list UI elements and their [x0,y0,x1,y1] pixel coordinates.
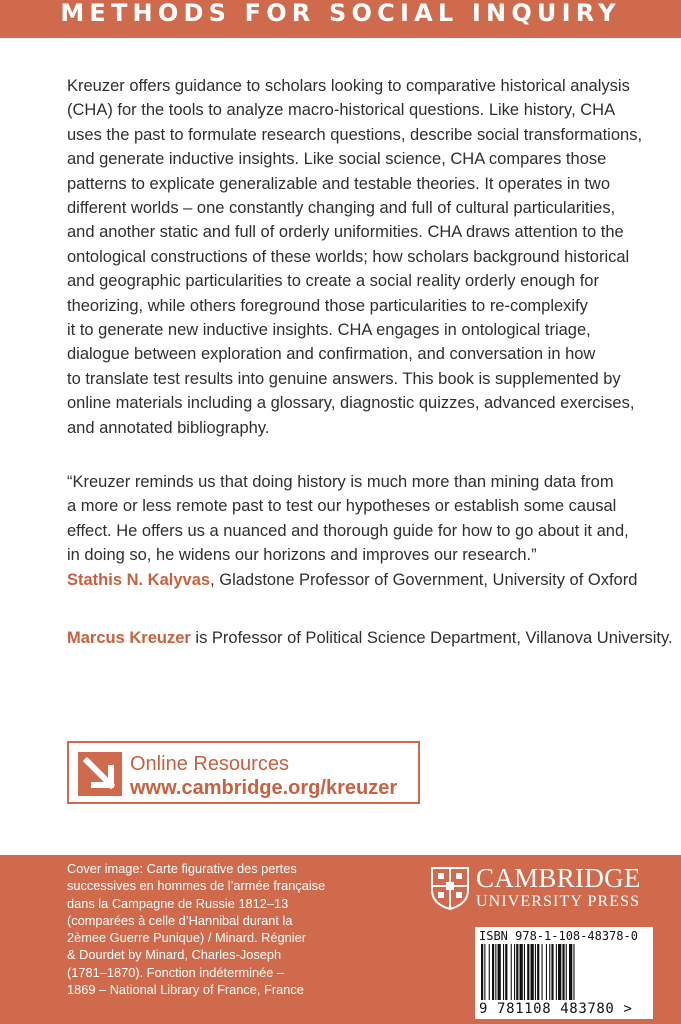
credit-line: & Dourdet by Minard, Charles-Joseph [67,947,282,963]
description-line: and generate inductive insights. Like social science, CHA compares those [67,150,607,169]
barcode-digits: 9 781108 483780 > [479,1001,633,1017]
book-description [67,74,647,440]
credit-line: dans la Campagne de Russie 1812–13 [67,895,289,911]
quote-line: in doing so, he widens our horizons and improves our research.” [67,546,537,565]
credit-line: 2èmee Guerre Punique) / Minard. Régnier [67,930,306,946]
barcode-bar [566,944,567,1000]
endorser-affiliation: , Gladstone Professor of Government, University of Oxford [210,570,638,589]
barcode-bar [551,944,553,1000]
description-line: dialogue between exploration and confirmation, and conversation in how [67,345,596,364]
description-line: Kreuzer offers guidance to scholars looking to comparative historical analysis [67,77,630,95]
barcode-bar [481,944,483,1000]
description-line: to translate test results into genuine answers. This book is supplemented by [67,369,621,388]
barcode-bar [562,944,564,1000]
publisher-name: CAMBRIDGE [476,863,641,893]
barcode-bar [537,944,539,1000]
barcode-bar [556,944,557,1000]
series-title: METHODS FOR SOCIAL INQUIRY [60,0,621,27]
publisher-subtitle: UNIVERSITY PRESS [476,893,641,910]
quote-line: effect. He offers us a nuanced and thorough guide for how to go about it and, [67,521,629,540]
endorser-name: Stathis N. Kalyvas [67,570,211,589]
barcode-bar [495,944,496,1000]
credit-line: (1781–1870). Fonction indéterminée – [67,964,284,980]
quote-line: “Kreuzer reminds us that doing history is much more than mining data from [67,473,614,491]
barcode-bar [489,944,490,1000]
barcode-bar [484,944,485,1000]
credit-line: 1869 – National Library of France, France [67,982,304,998]
barcode-bar [492,944,494,1000]
online-resources-url[interactable]: www.cambridge.org/kreuzer [130,777,398,799]
description-line: and geographic particularities to create a social reality orderly enough for [67,272,599,291]
barcode-bar [498,944,501,1000]
author-description: is Professor of Political Science Department, Villanova University. [190,629,673,647]
online-resources-box[interactable] [67,741,420,804]
barcode-bar [569,944,572,1000]
barcode-bar [546,944,547,1000]
barcode-bars [479,944,649,1000]
barcode-bar [549,944,550,1000]
barcode-bar [516,944,518,1000]
barcode-bar [535,944,536,1000]
barcode-bar [503,944,504,1000]
barcode-bar [505,944,507,1000]
barcode-bar [573,944,574,1000]
cambridge-crest-icon [430,866,470,910]
quote-line: a more or less remote past to test our hypotheses or establish some causal [67,497,617,516]
barcode-bar [524,944,525,1000]
isbn-label: ISBN 978-1-108-48378-0 [479,929,638,943]
barcode-bar [531,944,534,1000]
description-line: uses the past to formulate research questions, describe social transformations, [67,125,643,144]
description-line: it to generate new inductive insights. CHA engages in ontological triage, [67,321,591,340]
cover-image-credit [67,860,327,998]
barcode-bar [511,944,512,1000]
description-line: (CHA) for the tools to analyze macro-historical questions. Like history, CHA [67,101,616,120]
description-line: and another static and full of orderly uniformities. CHA draws attention to the [67,223,624,242]
isbn-barcode [475,927,653,1019]
barcode-bar [520,944,523,1000]
endorser-line [67,568,657,592]
author-name: Marcus Kreuzer [67,629,191,647]
description-line: online materials including a glossary, diagnostic quizzes, advanced exercises, [67,394,635,413]
endorsement-quote [67,470,657,592]
description-line: ontological constructions of these worlds; how scholars background historical [67,247,630,266]
barcode-bar [558,944,561,1000]
arrow-icon [78,752,122,796]
credit-line: successives en hommes de l’armée française [67,878,326,894]
description-line: patterns to explicate generalizable and testable theories. It operates in two [67,174,611,193]
credit-line: Cover image: Carte figurative des pertes [67,861,297,876]
barcode-bar [527,944,529,1000]
description-line: different worlds – one constantly changing and full of cultural particularities, [67,199,616,218]
description-line: theorizing, while others foreground those particularities to re-complexify [67,296,588,315]
online-resources-label: Online Resources [130,753,289,775]
author-bio [67,626,673,650]
credit-line: (comparées à celle d’Hannibal durant la [67,912,293,928]
description-line: and annotated bibliography. [67,418,270,437]
barcode-bar [542,944,543,1000]
barcode-bar [514,944,515,1000]
